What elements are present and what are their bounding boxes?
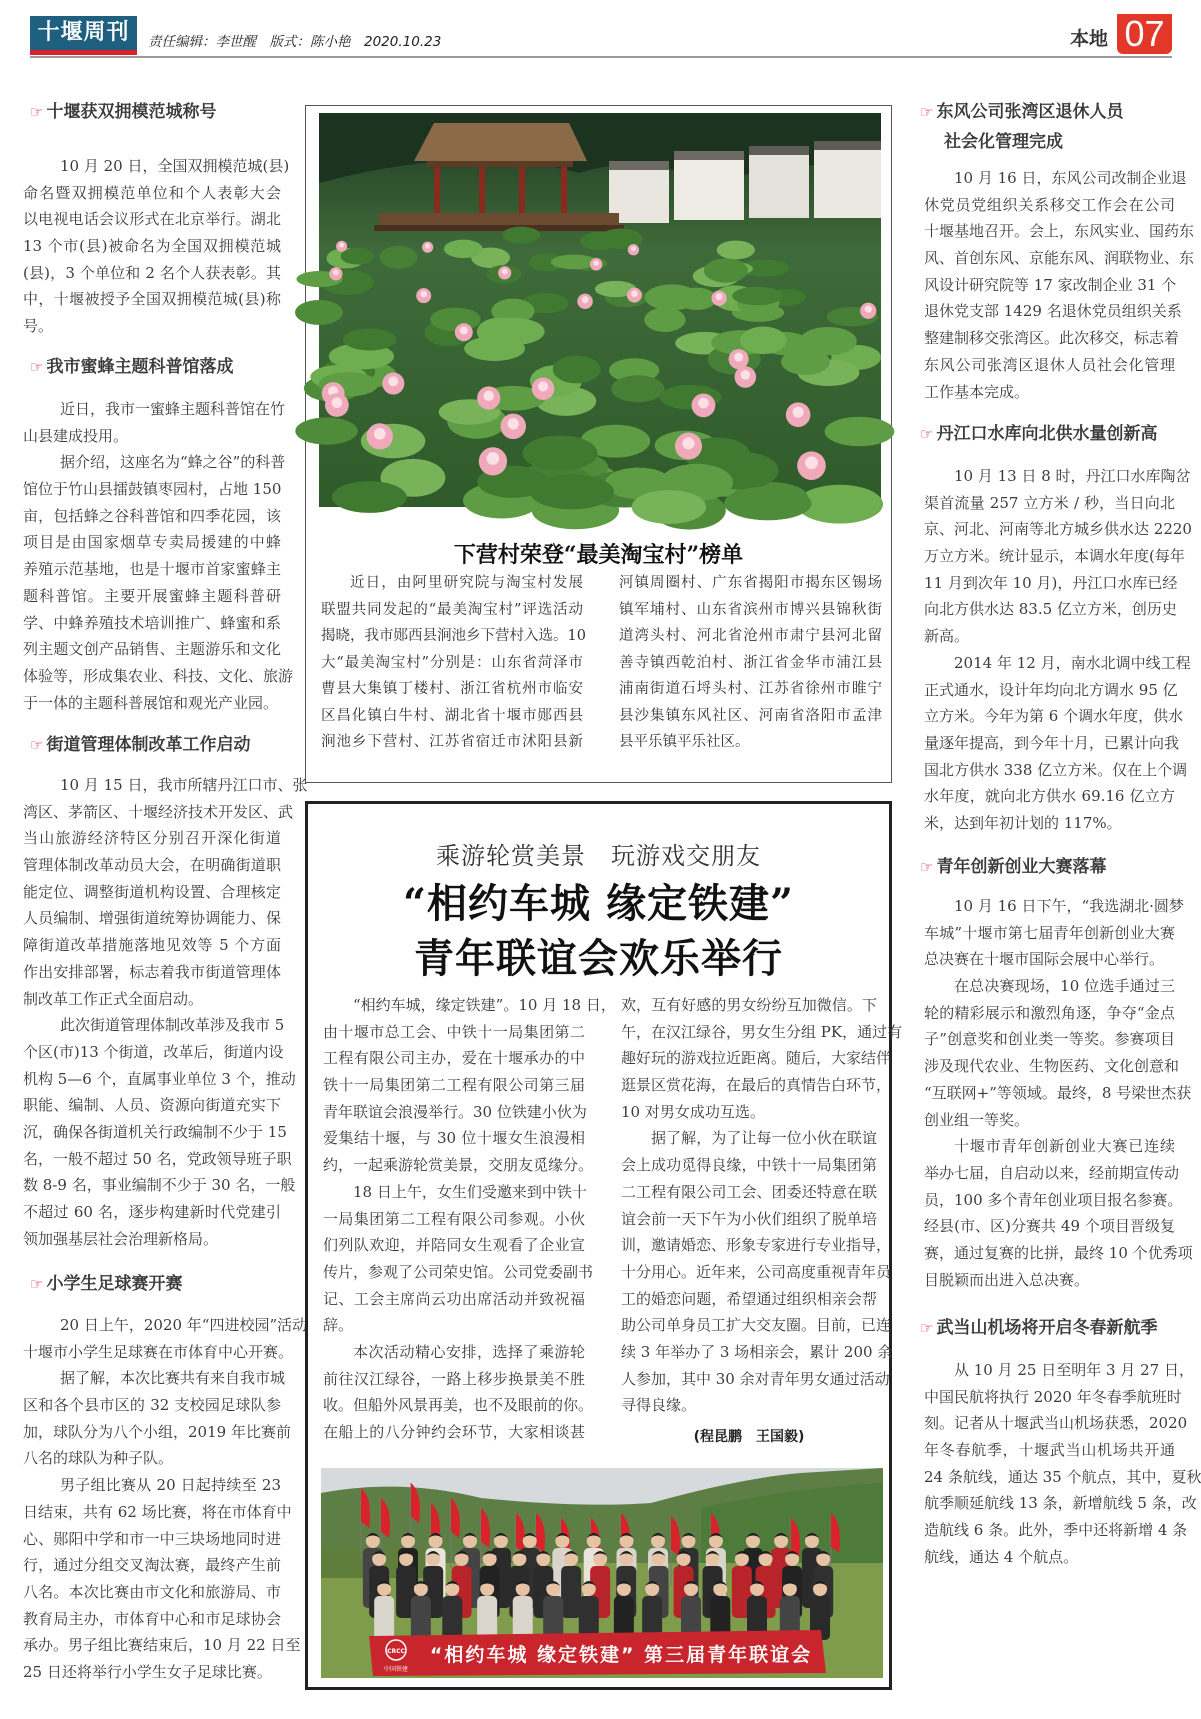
text-line: 此次街道管理体制改革涉及我市 5 [60,1016,285,1035]
text-line: 能定位、调整街道机构设置、合理核定 [23,882,281,901]
article-body [924,893,1193,1293]
text-line: 十堰市青年创新创业大赛已连续 [954,1137,1175,1156]
paragraph [23,449,294,716]
lotus-flower-center [793,407,804,418]
text-line: 近日，由阿里研究院与淘宝村发展 [350,575,583,591]
text-line: 记、工会主席尚云功出席活动并致祝福 [323,1289,585,1308]
text-line: 整建制移交张湾区。此次移交，标志着 [924,329,1180,348]
text-line: 航线，通达 4 个航点。 [924,1547,1079,1566]
text-line: 京、河北、河南等北方城乡供水达 2220 [924,520,1192,539]
text-line: 在总决赛现场，10 位选手通过三 [954,977,1175,996]
heading-text: 街道管理体制改革工作启动 [46,735,251,755]
pointing-hand-icon: ☞ [30,358,44,376]
paragraph [924,650,1191,837]
lotus-flower-center [420,291,427,298]
text-line: 水年度，就向北方供水 69.16 亿立方 [924,787,1175,806]
text-line: 据介绍，这座名为“蜂之谷”的科普 [60,453,286,472]
lotus-leaf [551,255,597,270]
text-line: 本次活动精心安排，选择了乘游轮 [353,1342,585,1361]
text-line: 渠首流量 257 立方米 / 秒，当日向北 [924,493,1175,512]
text-line: 爱集结十堰，与 30 位十堰女生浪漫相 [323,1129,585,1148]
person-body [411,1596,431,1640]
lotus-flower-center [716,293,723,300]
lotus-leaf [732,287,782,306]
text-line: 作出安排部署，标志着我市街道管理体 [23,962,281,981]
text-line: 创业组一等奖。 [924,1110,1030,1129]
paragraph [924,1133,1193,1293]
text-line: 人员编制、增强街道统筹协调能力、保 [23,909,281,928]
article-body [924,1357,1201,1571]
lotus-leaf [343,328,397,350]
text-line: 逛景区赏花海，在最后的真情告白环节， [621,1076,892,1095]
text-line: 学、中蜂养殖技术培训推广、蜂蜜和系 [23,613,281,632]
text-line: 心、郧阳中学和市一中三块场地同时进 [23,1529,281,1548]
paragraph [323,1339,594,1446]
event-banner [369,1630,826,1676]
banner-logo-text: CRCC [387,1648,405,1655]
article-heading [920,854,1106,880]
text-line: 10 月 16 日，东风公司改制企业退 [954,169,1187,187]
text-line: 二工程有限公司工会、团委还特意在联 [621,1182,877,1201]
text-line: 趣好玩的游戏拉近距离。随后，大家结伴 [621,1049,892,1068]
article-heading [30,732,250,758]
text-line: 加，球队分为八个小组，2019 年比赛前 [23,1422,291,1441]
heading-text: 小学生足球赛开赛 [46,1274,183,1294]
lotus-leaf [295,300,343,325]
paragraph [321,570,586,756]
text-line: 行，通过分组交叉淘汰赛，最终产生前 [23,1556,281,1575]
paragraph [924,1357,1201,1571]
lotus-leaf [380,246,418,269]
text-line: 车城”十堰市第七届青年创新创业大赛 [924,923,1175,942]
text-line: 青年联谊会浪漫举行。30 位铁建小伙为 [323,1102,587,1121]
pointing-hand-icon: ☞ [30,103,44,121]
lotus-flower-center [507,418,518,429]
text-line: 造航线 6 条。此外，季中还将新增 4 条 [924,1521,1188,1540]
pointing-hand-icon: ☞ [920,103,934,121]
text-line: 日结束，共有 62 场比赛，将在市体育中 [23,1502,292,1521]
feature-column-1 [321,570,586,756]
text-line: 经县(市、区)分赛共 49 个项目晋级复 [924,1217,1175,1236]
text-line: 工作基本完成。 [924,382,1030,401]
paragraph [924,973,1192,1133]
text-line: 米，达到年初计划的 117%。 [924,813,1122,832]
lotus-flower-center [339,243,344,248]
text-line: (县)，3 个单位和 2 名个人获表彰。其 [23,263,281,282]
text-line: 曹县大集镇丁楼村、浙江省杭州市临安 [321,681,583,697]
text-line: 管理体制改革动员大会，在明确街道职 [23,856,281,875]
text-line: 退休党支部 1429 名退休党员组织关系 [924,302,1182,321]
feature-title: 下营村荣登“最美淘宝村”榜单 [453,542,744,568]
lotus-flower-center [582,296,589,303]
lotus-leaf [825,417,895,447]
text-line: 约，一起乘游轮赏美景，交朋友觅缘分。 [323,1156,594,1175]
text-line: “互联网+”等领域。最终，8 号梁世杰获 [924,1083,1192,1102]
text-line: 会上成功觅得良缘，中铁十一局集团第 [621,1156,877,1175]
text-line: 10 对男女成功互选。 [621,1102,765,1121]
text-line: 从 10 月 25 日至明年 3 月 27 日， [954,1361,1194,1379]
text-line: 河镇周圈村、广东省揭阳市揭东区锡场 [619,575,882,591]
text-line: 10 月 13 日 8 时，丹江口水库陶岔 [954,467,1191,485]
text-line: 联盟共同发起的“最美淘宝村”评选活动 [321,601,583,618]
lotus-village-photo [319,113,881,507]
text-line: 命名暨双拥模范单位和个人表彰大会 [23,183,281,202]
lotus-leaf [704,258,748,282]
text-line: 八名。本次比赛由市文化和旅游局、市 [23,1582,281,1601]
text-line: 前往汉江绿谷，一路上移步换景美不胜 [323,1369,585,1388]
lotus-flower-center [698,398,709,409]
lotus-flower-center [332,397,343,408]
text-line: 工程有限公司主办，爱在十堰承办的中 [323,1049,585,1068]
heading-text: 十堰获双拥模范城称号 [46,102,217,122]
text-line: 体验等，形成集农业、科技、文化、旅游 [23,666,294,685]
text-line: 道湾头村、河北省沧州市肃宁县河北留 [619,628,882,644]
text-line: 2014 年 12 月，南水北调中线工程 [954,653,1191,672]
paragraph [23,1472,301,1686]
text-line: 不超过 60 名，逐步构建新时代党建引 [23,1203,281,1221]
text-line: 男子组比赛从 20 日起持续至 23 [60,1476,281,1495]
text-line: “相约车城，缘定铁建”。10 月 18 日， [353,996,616,1014]
article-body [924,165,1195,405]
text-line: 一局集团第二工程有限公司参观。小伙 [323,1209,585,1228]
text-line: 职能、编制、人员、资源向街道充实下 [23,1096,281,1115]
lotus-leaf [644,307,685,332]
lotus-flower-center [388,376,398,386]
text-line: 新高。 [924,627,970,646]
paragraph [621,992,903,1125]
paragraph [323,992,616,1179]
text-line: 赛，通过复赛的比拼，最终 10 个优秀项 [924,1243,1193,1262]
article-heading [30,1271,182,1297]
lotus-leaf [444,240,483,258]
text-line: 13 个市(县)被命名为全国双拥模范城 [23,237,281,256]
lotus-leaf [800,327,857,355]
paragraph [23,153,290,340]
lotus-flower-center [484,390,494,400]
lotus-leaf [332,481,407,513]
article-heading [920,421,1157,447]
text-line: 寻得良缘。 [621,1396,697,1415]
person-body [374,1596,394,1640]
text-line: 湾区、茅箭区、十堰经济技术开发区、武 [23,802,294,821]
text-line: 项目是由国家烟草专卖局援建的中蜂 [23,533,281,552]
text-line: 镇军埔村、山东省滨州市博兴县锦秋街 [619,601,882,618]
text-line: 18 日上午，女生们受邀来到中铁十 [353,1182,587,1201]
text-line: 东风公司张湾区退休人员社会化管理 [924,355,1175,374]
group-photo [321,1468,883,1678]
article-heading [920,97,1123,157]
text-line: 承办。男子组比赛结束后，10 月 22 日至 [23,1636,301,1655]
person-body [477,1596,497,1640]
text-line: 涉及现代农业、生物医药、文化创意和 [924,1057,1180,1076]
person-body [561,1566,581,1618]
text-line: 正式通水，设计年均向北方调水 95 亿 [924,680,1178,699]
person-body [442,1596,462,1640]
text-line: 助公司单身员工扩大交友圈。目前，已连 [621,1316,892,1335]
paragraph [23,772,308,1012]
text-line: 号。 [23,317,54,336]
text-line: 收。但船外风景再美，也不及眼前的你。 [323,1396,594,1415]
text-line: 年冬春航季，十堰武当山机场共开通 [924,1441,1175,1460]
text-line: 据了解，本次比赛共有来自我市城 [60,1369,286,1388]
byline: (程昆鹏 王国毅) [693,1429,805,1445]
text-line: 休党员党组织关系移交工作会在公司 [924,195,1175,214]
text-line: 量逐年提高，到今年十月，已累计向我 [924,733,1180,752]
article-body [23,1312,308,1686]
lotus-flower-center [734,353,743,362]
text-line: 制改革工作正式全面启动。 [23,989,204,1008]
lotus-leaf [645,284,699,310]
text-line: 25 日还将举行小学生女子足球比赛。 [23,1662,272,1681]
text-line: 传片，参观了公司荣史馆。公司党委副书 [323,1262,594,1281]
pointing-hand-icon: ☞ [920,858,934,876]
text-line: 续 3 年举办了 3 场相亲会，累计 200 余 [621,1342,893,1361]
text-line: 在船上的八分钟约会环节，大家相谈甚 [323,1423,585,1441]
paragraph [23,1365,291,1472]
text-line: 工的婚恋问题，希望通过组织相亲会帮 [621,1289,877,1308]
text-line: 区和各个县市区的 32 支校园足球队参 [23,1396,281,1415]
paragraph [23,1012,296,1252]
text-line: 午，在汉江绿谷，男女生分组 PK，通过有 [621,1022,903,1041]
banner-org-text: 中国铁建 [383,1666,409,1673]
text-line: 八名的球队为种子队。 [23,1449,174,1468]
lotus-leaf [295,417,357,444]
heading-text: 武当山机场将开启冬春新航季 [936,1318,1158,1338]
article-body [23,772,308,1252]
text-line: 子”创意奖和创业类一等奖。参赛项目 [924,1030,1175,1049]
lotus-flower-center [631,290,638,297]
article-body [23,153,290,340]
text-line: 列主题文创产品销售、主题游乐和文化 [23,640,281,659]
text-line: 由十堰市总工会、中铁十一局集团第二 [323,1022,585,1041]
text-line: 障街道改革措施落地见效等 5 个方面 [23,936,281,955]
text-line: 训，邀请婚恋、形象专家进行专业指导， [621,1236,892,1255]
text-line: 风设计研究院等 17 家改制企业 31 个 [924,275,1177,294]
text-line: 总决赛在十堰市国际会展中心举行。 [924,950,1165,969]
heading-text: 东风公司张湾区退休人员 [936,102,1124,122]
lotus-flower-center [865,305,872,312]
masthead-logo: 十堰周刊 [30,16,137,55]
main-story-title-line2: 青年联谊会欢乐举行 [414,935,783,982]
article-heading [920,1315,1157,1341]
text-line: 养殖示范基地，也是十堰市首家蜜蜂主 [23,560,281,579]
main-story-column-2 [621,992,903,1419]
text-line: 航季顺延航线 13 条，新增航线 5 条，改 [924,1494,1197,1513]
text-line: 十堰市小学生足球赛在市体育中心开赛。 [23,1342,294,1361]
lotus-flower-center [682,437,694,449]
text-line: 山县建成投用。 [23,426,129,445]
paragraph [621,1125,893,1419]
text-line: 铁十一局集团第二工程有限公司第三届 [323,1076,585,1095]
pointing-hand-icon: ☞ [30,736,44,754]
pointing-hand-icon: ☞ [920,1319,934,1337]
paragraph [924,165,1195,405]
text-line: 当山旅游经济特区分别召开深化街道 [23,829,281,848]
lotus-flower-center [631,246,636,251]
lotus-leaf [464,336,525,361]
main-story-column-1 [323,992,616,1446]
heading-text: 我市蜜蜂主题科普馆落成 [46,357,234,377]
text-line: 立方米。今年为第 6 个调水年度，供水 [924,707,1184,726]
text-line: 国北方供水 338 亿立方米。仅在上个调 [924,760,1188,779]
paragraph [323,1179,594,1339]
text-line: 题科普馆。主要开展蜜蜂主题科普研 [23,586,281,605]
lotus-flower-center [425,244,430,249]
text-line: 据了解，为了让每一位小伙在联谊 [651,1129,877,1148]
text-line: 24 条航线，通达 35 个航点，其中，夏秋 [924,1467,1201,1486]
paragraph [23,396,286,449]
paragraph [23,1312,308,1365]
text-line: 沉，确保各街道机关行政编制不少于 15 [23,1122,287,1141]
text-line: 数 8-9 名，事业编制不少于 30 名，一般 [23,1176,296,1195]
heading-text: 青年创新创业大赛落幕 [936,857,1107,877]
text-line: 举办七届，自启动以来，经前期宣传动 [924,1163,1180,1182]
lotus-flower-center [487,452,500,465]
lotus-flower-center [333,269,339,275]
heading-text: 丹江口水库向北供水量创新高 [936,424,1158,444]
text-line: 县平乐镇平乐社区。 [619,734,750,750]
lotus-leaf [553,355,601,383]
text-line: 中，十堰被授予全国双拥模范城(县)称 [23,290,281,309]
text-line: 们列队欢迎，并陪同女生观看了企业宣 [323,1236,585,1255]
article-body [23,396,294,716]
lotus-flower-center [460,326,468,334]
text-line: 近日，我市一蜜蜂主题科普馆在竹 [60,400,286,418]
lotus-leaf [430,308,480,332]
text-line: 于一体的主题科普展馆和观光产业园。 [23,693,279,712]
heading-text-line2: 社会化管理完成 [944,132,1063,152]
editor-credits: 责任编辑：李世醒 版式：陈小艳 2020.10.23 [148,34,442,50]
feature-column-2 [619,570,882,756]
text-line: 辞。 [323,1316,354,1335]
text-line: 县沙集镇东风社区、河南省洛阳市孟津 [619,707,882,724]
article-body [924,463,1192,837]
banner-text: “相约车城 缘定铁建” 第三届青年联谊会 [429,1644,813,1666]
text-line: 轮的精彩展示和激烈角逐，争夺“金点 [924,1003,1175,1022]
text-line: 11 月到次年 10 月)，丹江口水库已经 [924,573,1178,592]
text-line: 十分用心。近年来，公司高度重视青年员 [621,1262,892,1281]
text-line: 机构 5—6 个，直属事业单位 3 个，推动 [23,1069,296,1088]
text-line: 欢，互有好感的男女纷纷互加微信。下 [621,996,877,1014]
text-line: 揭晓，我市郧西县涧池乡下营村入选。10 [321,628,586,644]
header-divider [30,56,1172,58]
text-line: 浦南街道石埒头村、江苏省徐州市睢宁 [619,681,882,697]
person-body [513,1596,533,1640]
lotus-leaf [341,248,375,265]
text-line: 十堰基地召开。会上，东风实业、国药东 [924,222,1195,241]
text-line: 向北方供水达 83.5 亿立方米，创历史 [924,600,1177,619]
text-line: 大“最美淘宝村”分别是：山东省菏泽市 [321,654,583,671]
text-line: 善寺镇西乾泊村、浙江省金华市浦江县 [619,654,882,671]
page-number: 07 [1117,14,1172,54]
lotus-leaf [580,232,617,250]
lotus-leaf [632,490,706,524]
text-line: 10 月 16 日下午，“我选湖北·圆梦 [954,897,1184,915]
text-line: 万立方米。统计显示，本调水年度(每年 [924,547,1185,566]
text-line: 风、首创东风、京能东风、润联物业、东 [924,249,1195,268]
text-line: 涧池乡下营村、江苏省宿迁市沭阳县新 [321,734,583,750]
main-story-subtitle: 乘游轮赏美景 玩游戏交朋友 [436,842,761,870]
lotus-leaf [522,435,597,470]
paragraph [924,463,1192,650]
main-story-title-line1: “相约车城 缘定铁建” [403,880,794,927]
text-line: 领加强基层社会治理新格局。 [23,1229,219,1248]
section-label: 本地 [1070,28,1109,50]
text-line: 目脱颖而出进入总决赛。 [924,1270,1090,1289]
pointing-hand-icon: ☞ [920,425,934,443]
text-line: 个区(市)13 个街道，改革后，街道内设 [23,1042,284,1061]
paragraph [924,893,1184,973]
lotus-flower-center [593,260,599,266]
text-line: 员，100 多个青年创业项目报名参赛。 [924,1190,1183,1209]
article-heading [30,354,233,380]
text-line: 10 月 20 日，全国双拥模范城(县) [60,157,290,175]
lotus-flower-center [805,456,818,469]
text-line: 人参加，其中 30 余对青年男女通过活动 [621,1369,890,1388]
lotus-flower-center [740,370,750,380]
text-line: 馆位于竹山县擂鼓镇枣园村，占地 150 [23,480,282,499]
text-line: 谊会前一天下午为小伙们组织了脱单培 [621,1209,877,1228]
lotus-leaf [724,487,812,521]
lotus-leaf [740,327,787,355]
text-line: 以电视电话会议形式在北京举行。湖北 [23,210,281,229]
lotus-leaf [717,241,755,260]
lotus-leaf [611,375,664,402]
lotus-flower-center [502,269,508,275]
text-line: 区昌化镇白牛村、湖北省十堰市郧西县 [321,707,583,724]
lotus-flower-center [374,428,386,440]
lotus-leaf [502,227,540,244]
text-line: 20 日上午，2020 年“四进校园”活动 [60,1316,308,1334]
lotus-flower-center [538,381,548,391]
text-line: 中国民航将执行 2020 年冬春季航班时 [924,1387,1182,1406]
text-line: 亩，包括蜂之谷科普馆和四季花园，该 [23,506,281,525]
text-line: 名，一般不超过 50 名，党政领导班子职 [23,1149,292,1168]
person-body [543,1596,563,1640]
text-line: 教育局主办，市体育中心和市足球协会 [23,1609,281,1628]
article-heading [30,99,216,125]
paragraph [619,570,882,756]
pointing-hand-icon: ☞ [30,1275,44,1293]
text-line: 10 月 15 日，我市所辖丹江口市、张 [60,776,308,794]
text-line: 刻。记者从十堰武当山机场获悉，2020 [924,1414,1188,1433]
